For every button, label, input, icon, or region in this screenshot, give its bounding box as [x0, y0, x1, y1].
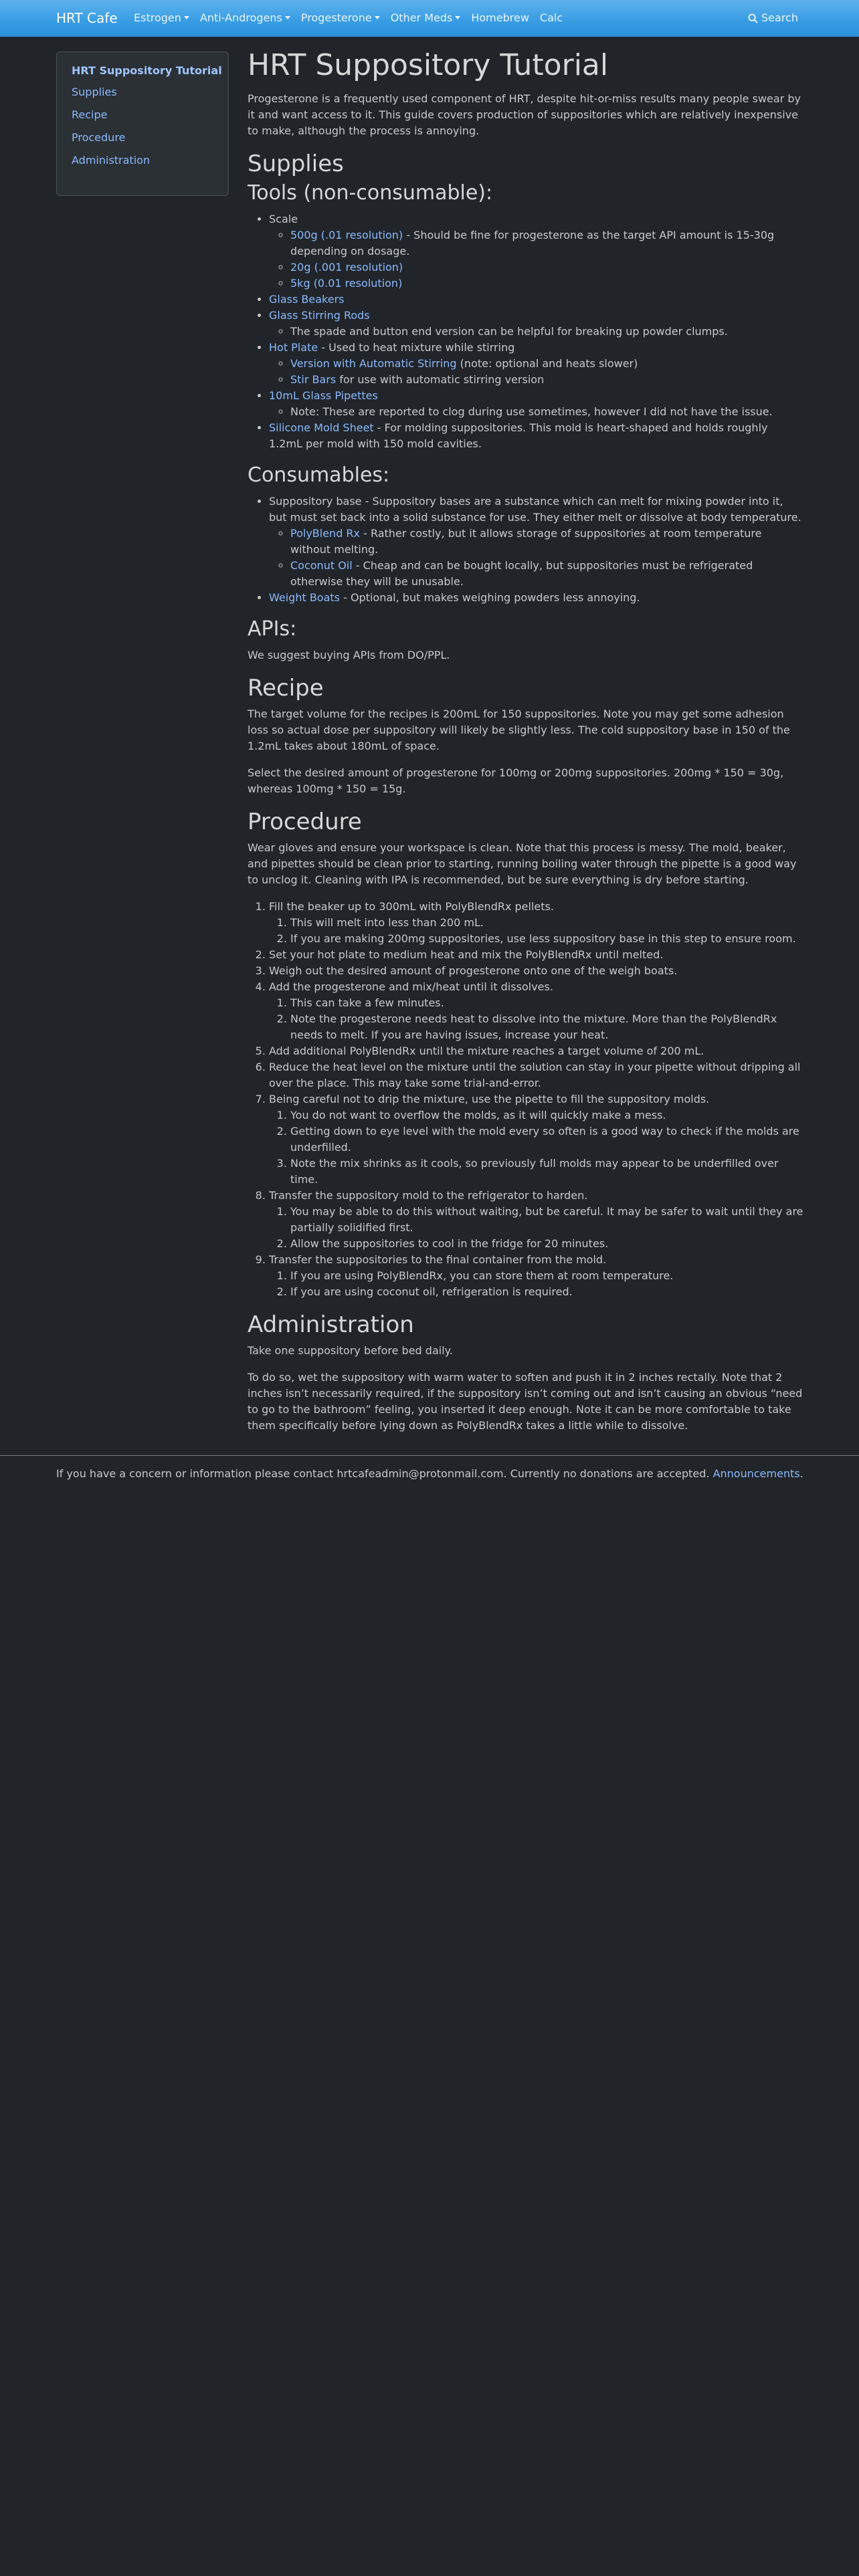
procedure-intro: Wear gloves and ensure your workspace is clean. Note that this process is messy. The mold, beaker, and pipettes should be clean prior to starting, running boiling water through the pipette is a good way to unclog it. Cleaning with IPA is recommended, but be sure everything is dry before starting. — [248, 841, 797, 886]
coconut-oil-link[interactable]: Coconut Oil — [290, 559, 353, 572]
toc-list — [57, 52, 228, 169]
caret-down-icon — [375, 16, 380, 19]
procedure-substep: 1. This can take a few minutes. — [290, 995, 804, 1011]
procedure-substep: 2. If you are making 200mg suppositories, use less suppository base in this step to ensure room. — [290, 931, 804, 947]
list-item — [290, 526, 804, 558]
procedure-steps — [248, 899, 804, 1300]
page-title: HRT Suppository Tutorial — [248, 48, 609, 82]
search-icon — [748, 13, 758, 23]
list-item — [269, 420, 804, 452]
list-item — [269, 211, 804, 292]
consumables-heading: Consumables: — [248, 463, 390, 487]
consumables-list — [248, 494, 804, 606]
recipe-heading: Recipe — [248, 675, 324, 702]
search-label: Search — [761, 11, 798, 24]
procedure-step — [269, 947, 804, 963]
auto-stirring-desc: (note: optional and heats slower) — [456, 357, 638, 370]
list-item — [290, 259, 804, 276]
glass-beakers-link[interactable]: Glass Beakers — [269, 293, 345, 306]
procedure-substep: 2. Allow the suppositories to cool in the fridge for 20 minutes. — [290, 1236, 804, 1252]
stir-bars-desc: for use with automatic stirring version — [336, 373, 545, 386]
scale-500g-link[interactable]: 500g (.01 resolution) — [290, 229, 403, 241]
polyblend-desc: - Rather costly, but it allows storage of suppositories at room temperature without melting. — [290, 527, 762, 556]
footer — [56, 1466, 805, 1482]
procedure-substeps — [269, 995, 804, 1043]
pipettes-sublist — [269, 404, 804, 420]
stirring-rods-link[interactable]: Glass Stirring Rods — [269, 309, 370, 322]
footer-text: If you have a concern or information please contact hrtcafeadmin@protonmail.com. Currently no donations are accepted. — [56, 1467, 710, 1480]
administration-heading: Administration — [248, 1311, 414, 1338]
toc-item-administration[interactable]: Administration — [72, 154, 151, 167]
weigh-boats-link[interactable]: Weight Boats — [269, 591, 341, 604]
administration-paragraph-2: To do so, wet the suppository with warm water to soften and push it in 2 inches rectally. Note that 2 inches isn’t necessarily required, if the suppository isn’t coming out and isn’t causing an obvious “need to go to the bathroom” feeling, you inserted it deep enough. Note it can be more comfortable to take them specifically before lying down as PolyBlendRx takes a little while to dissolve. — [248, 1371, 803, 1432]
list-item — [269, 308, 804, 340]
procedure-step-text: Reduce the heat level on the mixture until the solution can stay in your pipette without dripping all over the place. This may take some trial-and-error. — [269, 1061, 801, 1089]
recipe-paragraph-1: The target volume for the recipes is 200mL for 150 suppositories. Note you may get some adhesion loss so actual dose per suppository will likely be slightly less. The cold suppository base in 150 of the 1.2mL takes about 180mL of space. — [248, 708, 790, 752]
base-sublist — [269, 526, 804, 590]
procedure-substep: 1. This will melt into less than 200 mL. — [290, 915, 804, 931]
scale-5kg-link[interactable]: 5kg (0.01 resolution) — [290, 277, 403, 290]
nav-anti-androgens-dropdown[interactable] — [200, 10, 290, 26]
procedure-step-text: Transfer the suppository mold to the refrigerator to harden. — [269, 1189, 588, 1202]
nav-progesterone-dropdown[interactable] — [301, 10, 380, 26]
list-item — [269, 590, 804, 606]
recipe-paragraph-2: Select the desired amount of progesterone for 100mg or 200mg suppositories. 200mg * 150 = 30g, whereas 100mg * 150 = 15g. — [248, 766, 784, 795]
tools-heading: Tools (non-consumable): — [248, 181, 493, 205]
polyblend-link[interactable]: PolyBlend Rx — [290, 527, 361, 540]
procedure-step-text: Add additional PolyBlendRx until the mixture reaches a target volume of 200 mL. — [269, 1045, 704, 1057]
stir-bars-link[interactable]: Stir Bars — [290, 373, 337, 386]
procedure-substep: 2. Note the progesterone needs heat to dissolve into the mixture. More than the PolyBlendRx needs to melt. If you are having issues, increase your heat. — [290, 1011, 804, 1043]
procedure-heading: Procedure — [248, 809, 362, 835]
procedure-substep: 1. You may be able to do this without waiting, but be careful. It may be safer to wait until they are partially solidified first. — [290, 1204, 804, 1236]
main-content — [248, 45, 804, 1444]
nav-anti-androgens-label: Anti-Androgens — [199, 11, 282, 24]
list-item — [269, 494, 804, 590]
scale-sublist — [269, 227, 804, 292]
intro-paragraph: Progesterone is a frequently used component of HRT, despite hit-or-miss results many people swear by it and want access to it. This guide covers production of suppositories which are relatively inexpensive to make, although the process is annoying. — [248, 92, 801, 137]
list-item — [290, 372, 804, 388]
administration-paragraph-1: Take one suppository before bed daily. — [248, 1344, 453, 1357]
scale-500g-desc: - Should be fine for progesterone as the target API amount is 15-30g depending on dosage. — [290, 229, 775, 257]
caret-down-icon — [455, 16, 460, 19]
apis-heading: APIs: — [248, 617, 297, 641]
procedure-step-text: Add the progesterone and mix/heat until it dissolves. — [269, 980, 553, 993]
procedure-step-text: Transfer the suppositories to the final container from the mold. — [269, 1253, 607, 1266]
scale-label: Scale — [269, 213, 298, 225]
procedure-substep: 3. Note the mix shrinks as it cools, so previously full molds may appear to be underfilled over time. — [290, 1156, 804, 1188]
nav-progesterone-label: Progesterone — [300, 11, 372, 24]
caret-down-icon — [285, 16, 290, 19]
nav-homebrew-link[interactable]: Homebrew — [471, 11, 529, 24]
mold-sheet-link[interactable]: Silicone Mold Sheet — [269, 421, 374, 434]
sidebar-toc — [56, 51, 229, 196]
procedure-step — [269, 1043, 804, 1059]
procedure-step — [269, 1252, 804, 1300]
footer-divider — [0, 1455, 859, 1456]
list-item — [269, 292, 804, 308]
apis-paragraph: We suggest buying APIs from DO/PPL. — [248, 649, 450, 661]
list-item — [269, 340, 804, 388]
suppository-base-desc: Suppository base - Suppository bases are a substance which can melt for mixing powder into it, but must set back into a solid substance for use. They either melt or dissolve at body temperature. — [269, 495, 801, 524]
list-item — [290, 356, 804, 372]
procedure-substep: 1. If you are using PolyBlendRx, you can store them at room temperature. — [290, 1268, 804, 1284]
mold-sheet-desc: - For molding suppositories. This mold is heart-shaped and holds roughly 1.2mL per mold with 150 mold cavities. — [269, 421, 768, 450]
toc-item-tutorial[interactable]: HRT Suppository Tutorial — [72, 64, 222, 77]
toc-item-supplies[interactable]: Supplies — [72, 86, 117, 98]
caret-down-icon — [184, 16, 189, 19]
pipettes-link[interactable]: 10mL Glass Pipettes — [269, 389, 378, 402]
footer-period: . — [799, 1467, 803, 1480]
nav-other-meds-dropdown[interactable] — [391, 10, 461, 26]
hot-plate-desc: - Used to heat mixture while stirring — [318, 341, 515, 354]
toc-item-recipe[interactable]: Recipe — [72, 108, 108, 121]
announcements-link[interactable]: Announcements — [712, 1467, 800, 1480]
nav-menu — [134, 10, 573, 26]
procedure-step-text: Weigh out the desired amount of progesterone onto one of the weigh boats. — [269, 964, 678, 977]
procedure-substep: 2. Getting down to eye level with the mold every so often is a good way to check if the molds are underfilled. — [290, 1123, 804, 1156]
rods-sublist — [269, 324, 804, 340]
procedure-step — [269, 1059, 804, 1091]
toc-item-procedure[interactable]: Procedure — [72, 131, 126, 144]
procedure-substeps — [269, 915, 804, 947]
procedure-substeps — [269, 1268, 804, 1300]
procedure-step — [269, 899, 804, 947]
supplies-heading: Supplies — [248, 150, 344, 177]
nav-calc-link[interactable]: Calc — [539, 11, 563, 24]
brand-link[interactable]: HRT Cafe — [56, 10, 118, 26]
weigh-boats-desc: - Optional, but makes weighing powders less annoying. — [340, 591, 640, 604]
nav-other-meds-label: Other Meds — [390, 11, 453, 24]
list-item — [269, 388, 804, 420]
procedure-step — [269, 1091, 804, 1188]
list-item — [290, 227, 804, 259]
list-item — [290, 558, 804, 590]
procedure-substeps — [269, 1204, 804, 1252]
list-item: ◦ Note: These are reported to clog during use sometimes, however I did not have the issue. — [290, 404, 804, 420]
procedure-substeps — [269, 1107, 804, 1188]
search-button[interactable] — [748, 10, 798, 26]
hot-plate-link[interactable]: Hot Plate — [269, 341, 318, 354]
procedure-step-text: Fill the beaker up to 300mL with PolyBlendRx pellets. — [269, 900, 554, 913]
list-item — [290, 276, 804, 292]
procedure-step-text: Set your hot plate to medium heat and mix the PolyBlendRx until melted. — [269, 948, 664, 961]
coconut-oil-desc: - Cheap and can be bought locally, but suppositories must be refrigerated otherwise they will be unusable. — [290, 559, 753, 588]
nav-estrogen-dropdown[interactable] — [134, 10, 189, 26]
nav-estrogen-label: Estrogen — [134, 11, 181, 24]
procedure-step — [269, 963, 804, 979]
procedure-step — [269, 979, 804, 1043]
list-item: ◦ The spade and button end version can be helpful for breaking up powder clumps. — [290, 324, 804, 340]
auto-stirring-link[interactable]: Version with Automatic Stirring — [290, 357, 457, 370]
scale-20g-link[interactable]: 20g (.001 resolution) — [290, 261, 403, 274]
hotplate-sublist — [269, 356, 804, 388]
navbar — [0, 0, 859, 37]
procedure-step-text: Being careful not to drip the mixture, use the pipette to fill the suppository molds. — [269, 1093, 710, 1105]
procedure-substep: 1. You do not want to overflow the molds, as it will quickly make a mess. — [290, 1107, 804, 1123]
tools-list — [248, 211, 804, 452]
procedure-substep: 2. If you are using coconut oil, refrigeration is required. — [290, 1284, 804, 1300]
procedure-step — [269, 1188, 804, 1252]
